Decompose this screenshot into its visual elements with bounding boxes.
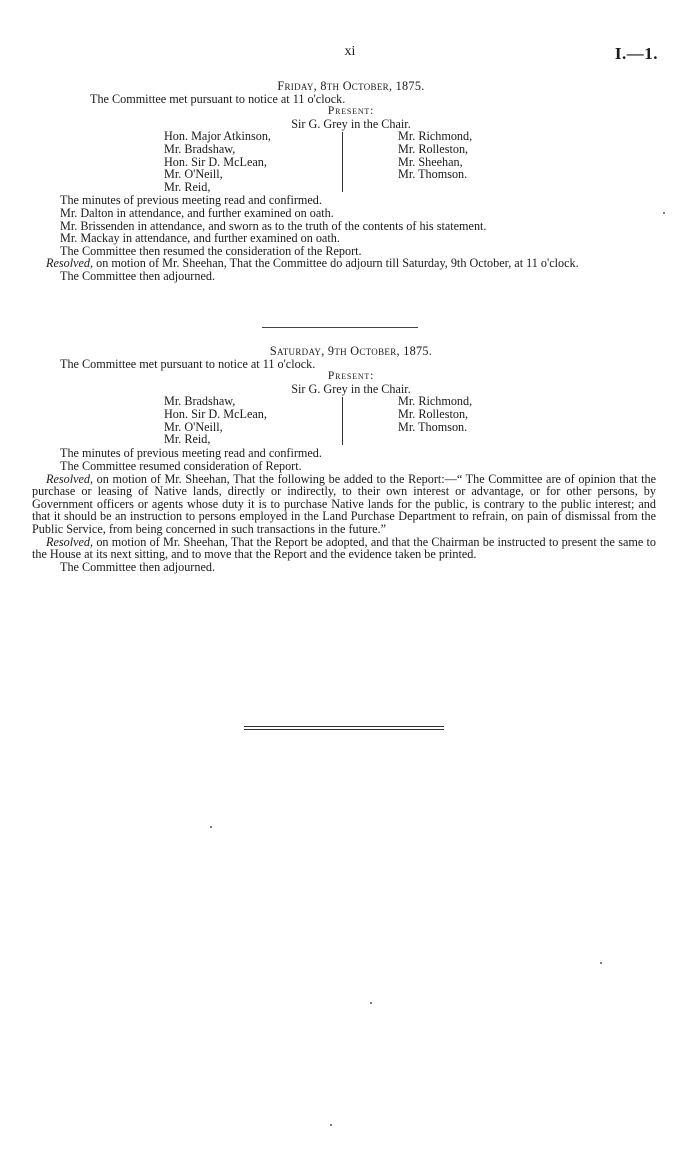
member-name: Mr. Reid,: [164, 432, 211, 447]
resolution-text: on motion of Mr. Sheehan, That the Report be adopted, and that the Chairman be instructed to present the same to the House at its next sitting, and to move that the Report and the evidence taken be printed.: [32, 534, 656, 562]
page-number: xi: [344, 44, 356, 59]
minute-entry: The Committee resumed consideration of Report.: [60, 458, 302, 473]
minute-entry: The minutes of previous meeting read and confirmed.: [60, 446, 322, 461]
member-name: Mr. Thomson.: [398, 167, 468, 182]
member-name: Mr. Reid,: [164, 179, 211, 194]
resolution: [32, 536, 656, 561]
resolution-text: on motion of Mr. Sheehan, That the following be added to the Report:—“ The Committee are of opinion that the purchase or leasing of Native lands, directly or indirectly, to their own interest or advantage, or for other persons, by Government officers or agents whose duty it is to purchase Native lands for the public, is contrary to the public interest; and that it should be an instruction to persons employed in the Land Purchase Department to refrain, on pain of dismissal from the Public Service, from being concerned in such transactions in the future.”: [32, 471, 656, 536]
resolved-word: Resolved,: [46, 256, 94, 271]
paper-reference: I.—1.: [614, 44, 658, 63]
members-left-column: [164, 395, 267, 445]
present-label: Present:: [327, 370, 375, 383]
section-divider: [262, 327, 418, 328]
member-name: Hon. Sir D. McLean,: [164, 154, 267, 169]
member-name: Mr. O'Neill,: [164, 167, 223, 182]
meeting-date: Friday, 8th October, 1875.: [277, 79, 425, 93]
meeting-closing: The Committee then adjourned.: [60, 268, 216, 283]
members-left-column: [164, 130, 271, 193]
present-label: Present:: [327, 105, 375, 118]
resolution-text: on motion of Mr. Sheehan, That the Committee do adjourn till Saturday, 9th October, at 11 o'clock.: [93, 256, 579, 271]
scan-speck: [663, 212, 665, 214]
meeting-opening: The Committee met pursuant to notice at 11 o'clock.: [90, 91, 346, 106]
meeting-saturday: [32, 344, 656, 574]
meeting-date: Saturday, 9th October, 1875.: [269, 344, 433, 358]
members-right-column: [398, 130, 472, 180]
resolution: [32, 473, 656, 536]
minutes-list: [46, 194, 656, 257]
member-name: Mr. Thomson.: [398, 419, 468, 434]
member-name: Mr. Richmond,: [398, 394, 473, 409]
member-name: Hon. Major Atkinson,: [164, 129, 271, 144]
scan-speck: [600, 962, 602, 964]
scan-speck: [210, 826, 212, 828]
member-name: Mr. Rolleston,: [398, 406, 469, 421]
minute-entry: Mr. Brissenden in attendance, and sworn as to the truth of the contents of his statement.: [60, 218, 487, 233]
minute-entry: Mr. Dalton in attendance, and further examined on oath.: [60, 205, 334, 220]
member-name: Mr. Bradshaw,: [164, 394, 236, 409]
column-divider: [342, 397, 343, 445]
meeting-closing: The Committee then adjourned.: [60, 559, 216, 574]
members-present: [46, 130, 656, 194]
minute-entry: The minutes of previous meeting read and confirmed.: [60, 193, 322, 208]
member-name: Mr. O'Neill,: [164, 419, 223, 434]
minute-entry: Mr. Mackay in attendance, and further examined on oath.: [60, 231, 340, 246]
member-name: Hon. Sir D. McLean,: [164, 406, 267, 421]
member-name: Mr. Bradshaw,: [164, 141, 236, 156]
member-name: Mr. Sheehan,: [398, 154, 463, 169]
chair-line: Sir G. Grey in the Chair.: [291, 381, 411, 396]
members-right-column: [398, 395, 472, 433]
members-present: [46, 395, 656, 447]
scan-speck: [330, 1124, 332, 1126]
member-name: Mr. Richmond,: [398, 129, 473, 144]
meeting-friday: [46, 80, 656, 283]
meeting-opening: The Committee met pursuant to notice at 11 o'clock.: [60, 356, 316, 371]
chair-line: Sir G. Grey in the Chair.: [291, 116, 411, 131]
resolved-word: Resolved,: [46, 534, 94, 549]
minute-entry: The Committee then resumed the consideration of the Report.: [60, 243, 362, 258]
end-rule: [244, 729, 444, 730]
end-rule: [244, 726, 444, 727]
column-divider: [342, 132, 343, 192]
member-name: Mr. Rolleston,: [398, 141, 469, 156]
resolved-word: Resolved,: [46, 471, 94, 486]
scan-speck: [370, 1002, 372, 1004]
